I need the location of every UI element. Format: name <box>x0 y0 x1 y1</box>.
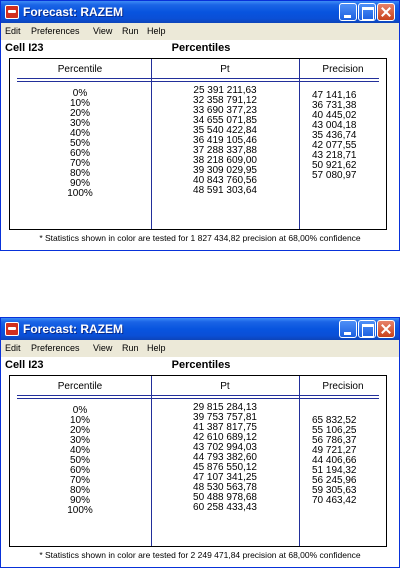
pt-cell: 47 107 341,25 <box>193 472 257 483</box>
percentile-cell: 50% <box>69 455 90 466</box>
pt-cell: 39 309 029,95 <box>193 165 257 176</box>
pt-cell: 41 387 817,75 <box>193 422 257 433</box>
column-header-pt: Pt <box>220 381 230 392</box>
column-divider <box>299 59 300 229</box>
panel-title: Percentiles <box>171 359 231 371</box>
pt-column <box>152 86 298 196</box>
header-divider <box>17 81 379 82</box>
app-icon[interactable] <box>5 5 19 19</box>
column-divider <box>299 376 300 546</box>
precision-cell: 43 218,71 <box>312 150 357 161</box>
footnote: * Statistics shown in color are tested for 1 827 434,82 precision at 68,00% confidence <box>39 233 361 243</box>
pt-cell: 45 876 550,12 <box>193 462 257 473</box>
precision-cell: 57 080,97 <box>312 170 357 181</box>
column-header-precision: Precision <box>322 64 364 75</box>
footnote: * Statistics shown in color are tested for 2 249 471,84 precision at 68,00% confidence <box>39 550 361 560</box>
pt-cell: 43 702 994,03 <box>193 442 257 453</box>
pt-cell: 25 391 211,63 <box>193 85 257 96</box>
menu-help[interactable]: Help <box>147 343 166 353</box>
pt-cell: 39 753 757,81 <box>193 412 257 423</box>
content-area <box>1 357 399 567</box>
header-divider <box>17 395 379 396</box>
close-button[interactable] <box>377 320 395 338</box>
pt-cell: 48 530 563,78 <box>193 482 257 493</box>
menu-view[interactable]: View <box>93 343 113 353</box>
precision-cell: 35 436,74 <box>312 130 357 141</box>
percentile-cell: 50% <box>69 138 90 149</box>
pt-cell: 42 610 689,12 <box>193 432 257 443</box>
percentile-cell: 60% <box>69 465 90 476</box>
percentile-cell: 90% <box>69 495 90 506</box>
pt-cell: 34 655 071,85 <box>193 115 257 126</box>
pt-cell: 60 258 433,43 <box>193 502 257 513</box>
percentile-cell: 40% <box>69 128 90 139</box>
percentiles-table <box>9 375 387 547</box>
precision-cell: 42 077,55 <box>312 140 357 151</box>
percentile-cell: 30% <box>69 435 90 446</box>
menu-edit[interactable]: Edit <box>5 26 21 36</box>
precision-cell: 59 305,63 <box>312 485 357 496</box>
menu-run[interactable]: Run <box>122 26 139 36</box>
menu-view[interactable]: View <box>93 26 113 36</box>
pt-cell: 35 540 422,84 <box>193 125 257 136</box>
title-bar[interactable] <box>1 1 399 23</box>
menu-preferences[interactable]: Preferences <box>31 26 80 36</box>
forecast-window-1 <box>0 0 400 251</box>
pt-cell: 44 793 382,60 <box>193 452 257 463</box>
percentile-cell: 80% <box>69 485 90 496</box>
percentile-cell: 10% <box>69 98 90 109</box>
precision-cell: 55 106,25 <box>312 425 357 436</box>
column-header-percentile: Percentile <box>57 381 103 392</box>
percentile-cell: 20% <box>69 425 90 436</box>
precision-cell: 51 194,32 <box>312 465 357 476</box>
precision-cell: 47 141,16 <box>312 90 357 101</box>
pt-cell: 29 815 284,13 <box>193 402 257 413</box>
panel-title: Percentiles <box>171 42 231 54</box>
pt-cell: 40 843 760,56 <box>193 175 257 186</box>
precision-cell: 49 721,27 <box>312 445 357 456</box>
maximize-button[interactable] <box>358 3 376 21</box>
precision-cell: 56 786,37 <box>312 435 357 446</box>
menu-bar <box>1 23 399 40</box>
precision-cell: 44 406,66 <box>312 455 357 466</box>
column-header-precision: Precision <box>322 381 364 392</box>
pt-cell: 38 218 609,00 <box>193 155 257 166</box>
pt-cell: 50 488 978,68 <box>193 492 257 503</box>
pt-cell: 32 358 791,12 <box>193 95 257 106</box>
column-header-percentile: Percentile <box>57 64 103 75</box>
pt-cell: 36 419 105,46 <box>193 135 257 146</box>
precision-cell: 43 004,18 <box>312 120 357 131</box>
forecast-window-2 <box>0 317 400 568</box>
percentile-cell: 90% <box>69 178 90 189</box>
header-divider <box>17 398 379 399</box>
menu-help[interactable]: Help <box>147 26 166 36</box>
percentile-cell: 30% <box>69 118 90 129</box>
close-button[interactable] <box>377 3 395 21</box>
precision-column <box>312 416 382 506</box>
title-bar[interactable] <box>1 318 399 340</box>
minimize-button[interactable] <box>339 320 357 338</box>
percentile-cell: 70% <box>69 158 90 169</box>
menu-preferences[interactable]: Preferences <box>31 343 80 353</box>
percentile-cell: 100% <box>67 505 93 516</box>
precision-cell: 40 445,02 <box>312 110 357 121</box>
precision-cell: 70 463,42 <box>312 495 357 506</box>
pt-cell: 37 288 337,88 <box>193 145 257 156</box>
menu-bar <box>1 340 399 357</box>
minimize-button[interactable] <box>339 3 357 21</box>
percentile-cell: 40% <box>69 445 90 456</box>
percentile-cell: 100% <box>67 188 93 199</box>
content-area <box>1 40 399 250</box>
header-divider <box>17 78 379 79</box>
window-title: Forecast: RAZEM <box>23 322 124 336</box>
cell-label: Cell I23 <box>5 42 44 54</box>
precision-column <box>312 91 382 181</box>
window-title: Forecast: RAZEM <box>23 5 124 19</box>
cell-label: Cell I23 <box>5 359 44 371</box>
pt-cell: 33 690 377,23 <box>193 105 257 116</box>
maximize-button[interactable] <box>358 320 376 338</box>
percentile-cell: 20% <box>69 108 90 119</box>
menu-edit[interactable]: Edit <box>5 343 21 353</box>
percentile-cell: 0% <box>72 405 88 416</box>
percentile-column <box>10 89 150 199</box>
precision-cell: 50 921,62 <box>312 160 357 171</box>
percentiles-table <box>9 58 387 230</box>
precision-cell: 65 832,52 <box>312 415 357 426</box>
precision-cell: 56 245,96 <box>312 475 357 486</box>
menu-run[interactable]: Run <box>122 343 139 353</box>
percentile-cell: 80% <box>69 168 90 179</box>
column-header-pt: Pt <box>220 64 230 75</box>
percentile-cell: 60% <box>69 148 90 159</box>
pt-cell: 48 591 303,64 <box>193 185 257 196</box>
app-icon[interactable] <box>5 322 19 336</box>
pt-column <box>152 403 298 513</box>
precision-cell: 36 731,38 <box>312 100 357 111</box>
percentile-cell: 10% <box>69 415 90 426</box>
percentile-cell: 0% <box>72 88 88 99</box>
percentile-column <box>10 406 150 516</box>
percentile-cell: 70% <box>69 475 90 486</box>
